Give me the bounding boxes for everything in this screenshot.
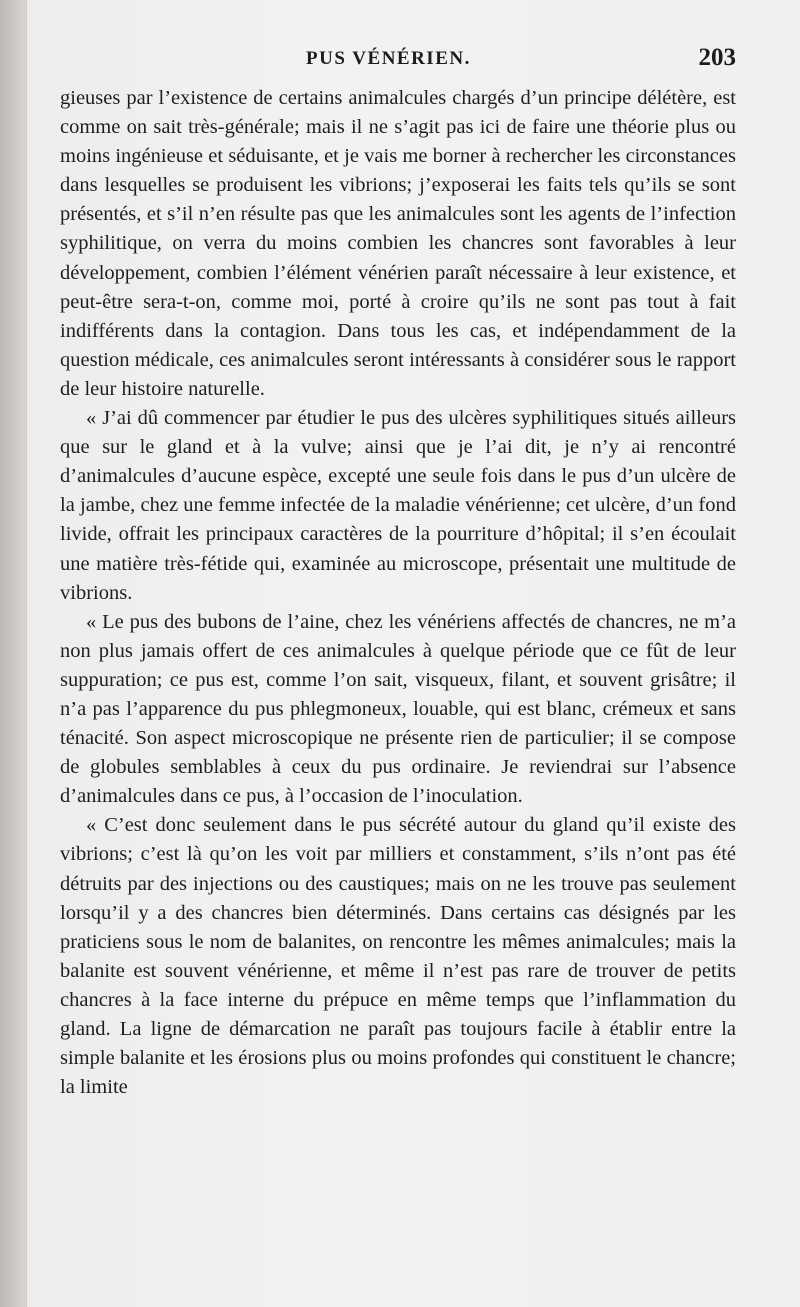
running-head: PUS VÉNÉRIEN. [306, 48, 471, 69]
paragraph-vibrions: « C’est donc seulement dans le pus sécrété autour du gland qu’il existe des vibrions; c’est là qu’on les voit par milliers et constamment, s’ils n’ont pas été détruits par des injections ou des caustiques; mais on ne les trouve pas seulement lorsqu’il y a des chancres bien déterminés. Dans certains cas désignés par les praticiens sous le nom de balanites, on rencontre les mêmes animalcules; mais la balanite est souvent vénérienne, et même il n’est pas rare de trouver de petits chancres à la face interne du prépuce en même temps que l’inflammation du gland. La ligne de démarcation ne paraît pas toujours facile à établir entre la simple balanite et les érosions plus ou moins profondes qui constituent le chancre; la limite [60, 814, 736, 1099]
page-gutter-shadow [0, 0, 26, 1307]
paragraph-bubons: « Le pus des bubons de l’aine, chez les vénériens affectés de chancres, ne m’a non plus jamais offert de ces animalcules à quelque période que ce fût de leur suppuration; ce pus est, comme l’on sait, visqueux, filant, et souvent grisâtre; il n’a pas l’apparence du pus phlegmoneux, louable, qui est blanc, crémeux et sans ténacité. Son aspect microscopique ne présente rien de particulier; il se compose de globules semblables à ceux du pus ordinaire. Je reviendrai sur l’absence d’animalcules dans ce pus, à l’occasion de l’inoculation. [60, 610, 736, 808]
paragraph-continuation: gieuses par l’existence de certains animalcules chargés d’un principe délétère, est comme on sait très-générale; mais il ne s’agit pas ici de faire une théorie plus ou moins ingénieuse et séduisante, et je vais me borner à rechercher les circonstances dans lesquelles se produisent les vibrions; j’exposerai les faits tels qu’ils se sont présentés, et s’il n’en résulte pas que les animalcules sont les agents de l’infection syphilitique, on verra du moins combien les chancres sont favorables à leur développement, combien l’élément vénérien paraît nécessaire à leur existence, et peut-être sera-t-on, comme moi, porté à croire qu’ils ne sont pas tout à fait indifférents dans la contagion. Dans tous les cas, et indépendamment de la question médicale, ces animalcules seront intéressants à considérer sous le rapport de leur histoire naturelle. [60, 87, 736, 400]
page-number: 203 [698, 44, 736, 71]
paragraph-ulcers: « J’ai dû commencer par étudier le pus des ulcères syphilitiques situés ailleurs que sur le gland et à la vulve; ainsi que je l’ai dit, je n’y ai rencontré d’animalcules d’aucune espèce, excepté une seule fois dans le pus d’un ulcère de la jambe, chez une femme infectée de la maladie vénérienne; cet ulcère, d’un fond livide, offrait les principaux caractères de la pourriture d’hôpital; il s’en écoulait une matière très-fétide qui, examinée au microscope, présentait une multitude de vibrions. [60, 407, 736, 604]
body-text [60, 84, 736, 1102]
page-header [60, 44, 736, 80]
